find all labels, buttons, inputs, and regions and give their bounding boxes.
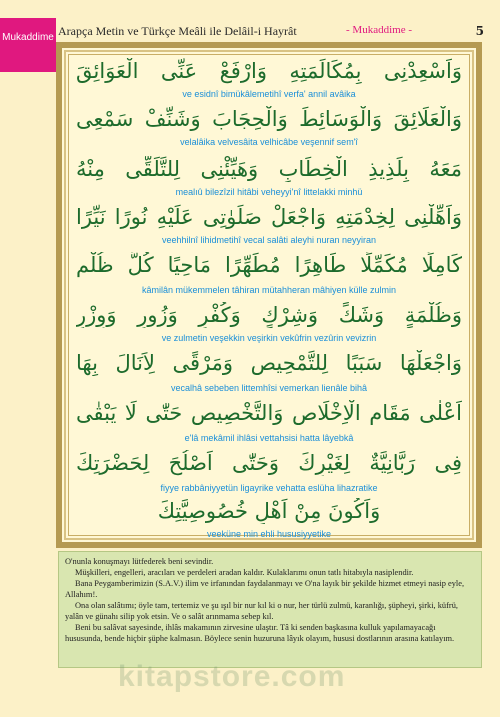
arabic-line-1: وَاَسْعِدْنِى بِمُكَالَمَتِهِ وَارْفَعْ عَنِّى الْعَوَائِقَ bbox=[76, 59, 462, 83]
translit-line-4: veehhilnî lihidmetihî vecal salâti aleyhi nuran neyyiran bbox=[161, 235, 377, 245]
section-tab bbox=[0, 18, 56, 72]
page-header bbox=[58, 24, 490, 42]
book-title: Arapça Metin ve Türkçe Meâli ile Delâil-i Hayrât bbox=[58, 24, 297, 38]
arabic-line-10: وَاَكُونَ مِنْ اَهْلِ خُصُوصِيَّتِكَ bbox=[157, 499, 381, 523]
translit-line-8: e'lâ mekâmil ihlâsi vettahsisi hatta lâyebkâ bbox=[184, 433, 354, 443]
translit-line-5: kâmilân mükemmelen tâhiran mütahheran mâhiyen külle zulmin bbox=[141, 285, 397, 295]
arabic-line-6: وَظُلْمَةٍ وَشَكٍّ وَشِرْكٍ وَكُفْرٍ وَزُورٍ وَوِزْرٍ bbox=[76, 303, 462, 327]
page-number: 5 bbox=[475, 24, 484, 38]
translit-line-7: vecalhâ sebeben littemhîsi vemerkan lienâle bihâ bbox=[170, 383, 368, 393]
arabic-line-8: اَعْلٰى مَقَامِ الْاِخْلَاصِ وَالتَّخْصِيصِ حَتّٰى لَا يَبْقٰى bbox=[76, 401, 462, 425]
ornamental-frame bbox=[56, 42, 482, 548]
translation-paragraph: Bana Peygamberimizin (S.A.V.) ilim ve irfanından faydalanmayı ve O'na layık bir şekilde hizmet etmeyi nasip eyle, Allahım!. bbox=[65, 579, 465, 599]
translit-line-6: ve zulmetin veşekkin veşirkin vekûfrin vezûrin vevizrin bbox=[161, 333, 377, 343]
arabic-line-5: كَامِلًا مُكَمِّلًا طَاهِرًا مُطَهِّرًا مَاحِيًا كُلَّ ظُلْمٍ bbox=[76, 253, 462, 277]
arabic-line-9: فِى رَبَّانِيَّةٌ لِغَيْرِكَ وَحَتّٰى اَصْلُحَ لِحَضْرَتِكَ bbox=[76, 451, 462, 475]
translation-box bbox=[58, 551, 482, 668]
arabic-line-4: وَاَهِّلْنِى لِخِدْمَتِهِ وَاجْعَلْ صَلَوٰتِى عَلَيْهِ نُورًا نَيِّرًا bbox=[76, 205, 462, 229]
translit-line-10: veeküne min ehli hususiyyetike bbox=[206, 529, 332, 539]
section-tab-label: Mukaddime bbox=[2, 32, 54, 43]
section-title: - Mukaddime - bbox=[346, 24, 412, 36]
translit-line-2: velalâika velvesâita velhicâbe veşennif sem'î bbox=[180, 137, 358, 147]
translit-line-3: mealıû bilezîzil hitâbi veheyyi'nî littelakki minhü bbox=[175, 187, 363, 197]
translation-paragraph: Ona olan salâtımı; öyle tam, tertemiz ve şu ışıl bir nur kıl ki o nur, her türlü zulmü, karanlığı, şüpheyi, şirki, küfrü, yalân ve günahı silip yok etsin. Ve o salât arınmama sebep kıl. bbox=[65, 601, 458, 621]
translation-paragraph: Beni bu salâvat sayesinde, ihlâs makamının zirvesine ulaştır. Tâ ki senden başkasına kulluk yapılamayacağı hususunda, bende hiçbir şüphe kalmasın. Böylece senin huzuruna lâyık olayım, hususi dostlarının arasına katılayım. bbox=[65, 623, 455, 643]
translit-line-9: fiyye rabbâniyyetün ligayrike vehatta eslüha lihazratike bbox=[160, 483, 378, 493]
arabic-line-3: مَعَهُ بِلَذِيذِ الْخِطَابِ وَهَيِّئْنِى لِلتَّلَقِّى مِنْهُ bbox=[76, 157, 462, 181]
translit-line-1: ve esidnî bimükâlemetihî verfa' annil avâika bbox=[182, 89, 356, 99]
translation-paragraph: Müşkilleri, engelleri, aracıları ve perdeleri aradan kaldır. Kulaklarımı onun tatlı hitabıyla nasiplendir. bbox=[75, 568, 414, 577]
watermark: kitapstore.com bbox=[118, 660, 346, 693]
arabic-line-2: وَالْعَلَائِقَ وَالْوَسَائِطَ وَالْحِجَابَ وَشَنِّفْ سَمْعِى bbox=[76, 107, 462, 131]
arabic-line-7: وَاجْعَلْهَا سَبَبًا لِلتَّمْحِيصِ وَمَرْقًى لِاَنَالَ بِهَا bbox=[76, 351, 462, 375]
translation-paragraph: O'nunla konuşmayı lütfederek beni sevindir. bbox=[65, 557, 214, 566]
